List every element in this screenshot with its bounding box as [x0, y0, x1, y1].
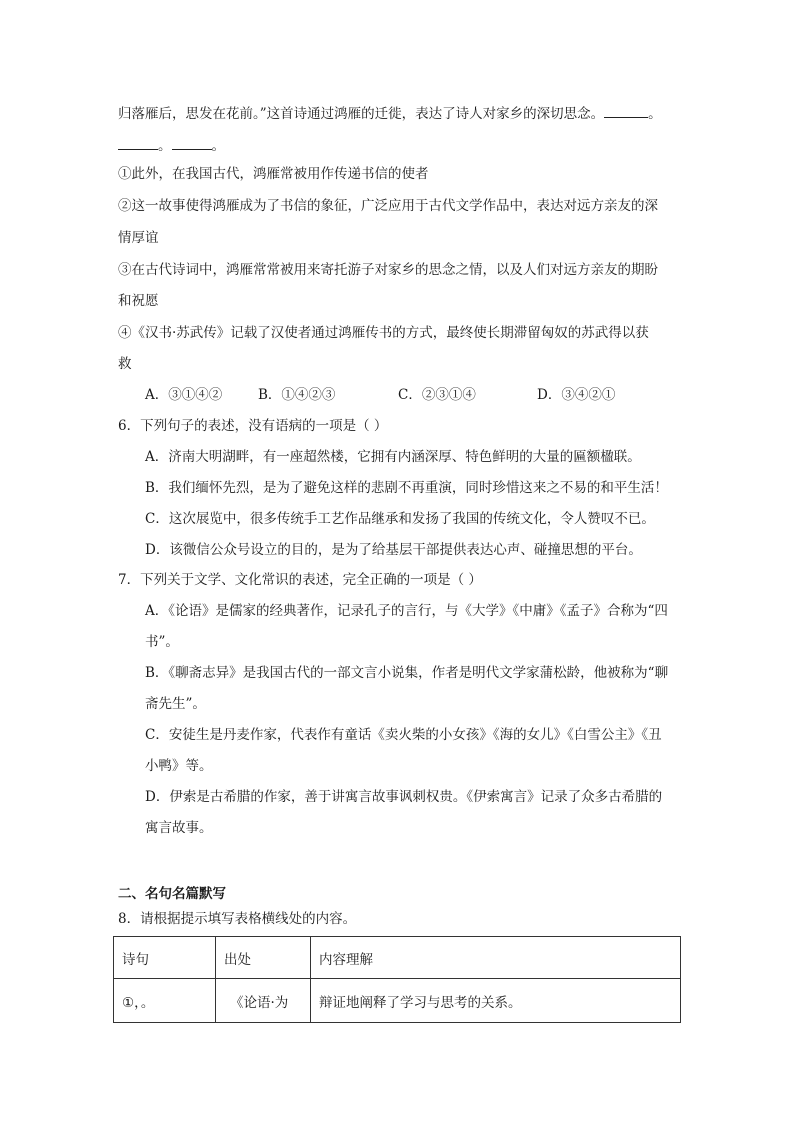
- q5-sentence-2a: ②这一故事使得鸿雁成为了书信的象征，广泛应用于古代文学作品中，表达对远方亲友的深: [118, 198, 658, 214]
- section-2-title: 二、名句名篇默写: [118, 886, 226, 902]
- q6-stem: 6．下列句子的表述，没有语病的一项是（ ）: [118, 418, 388, 434]
- q6-option-a[interactable]: A．济南大明湖畔，有一座超然楼，它拥有内涵深厚、特色鲜明的大量的匾额楹联。: [145, 449, 641, 465]
- q5-option-c[interactable]: C．②③①④: [398, 387, 476, 403]
- q7-option-d-line1[interactable]: D．伊索是古希腊的作家，善于讲寓言故事讽刺权贵。《伊索寓言》记录了众多古希腊的: [145, 789, 663, 805]
- q5-sentence-3a: ③在古代诗词中，鸿雁常常被用来寄托游子对家乡的思念之情，以及人们对远方亲友的期盼: [118, 262, 658, 278]
- q5-sentence-3b: 和祝愿: [118, 293, 159, 309]
- q5-option-d[interactable]: D．③④②①: [537, 387, 616, 403]
- q5-answer-blank-1[interactable]: [604, 103, 648, 118]
- q5-sentence-4b: 救: [118, 356, 132, 372]
- q7-option-d-line2[interactable]: 寓言故事。: [145, 820, 213, 836]
- q7-stem: 7．下列关于文学、文化常识的表述，完全正确的一项是（ ）: [118, 572, 482, 588]
- header-understanding: 内容理解: [311, 937, 681, 979]
- q5-answer-blank-2[interactable]: [118, 135, 158, 150]
- q8-table: [113, 936, 681, 1023]
- q5-answer-blank-3[interactable]: [172, 135, 212, 150]
- q5-stem-line1: [118, 103, 662, 124]
- q5-stem-line2: [118, 135, 225, 156]
- table-header-row: [114, 937, 681, 979]
- q7-option-c-line2[interactable]: 小鸭》等。: [145, 758, 213, 774]
- q7-option-b-line2[interactable]: 斋先生”。: [145, 696, 206, 712]
- q7-option-a-line2[interactable]: 书”。: [145, 634, 179, 650]
- header-poem: 诗句: [114, 937, 216, 979]
- table-row: [114, 979, 681, 1023]
- cell-poem[interactable]: ①，。: [114, 979, 216, 1023]
- q6-option-c[interactable]: C．这次展览中，很多传统手工艺作品继承和发扬了我国的传统文化，令人赞叹不已。: [145, 511, 655, 527]
- q7-option-b-line1[interactable]: B．《聊斋志异》是我国古代的一部文言小说集，作者是明代文学家蒲松龄，他被称为“聊: [145, 665, 669, 681]
- header-source: 出处: [216, 937, 311, 979]
- q6-option-b[interactable]: B．我们缅怀先烈，是为了避免这样的悲剧不再重演，同时珍惜这来之不易的和平生活！: [145, 480, 668, 496]
- q5-option-a[interactable]: A．③①④②: [145, 387, 223, 403]
- q5-sentence-1: ①此外，在我国古代，鸿雁常被用作传递书信的使者: [118, 166, 429, 182]
- q5-stem-end1: 。: [648, 106, 662, 122]
- q7-option-c-line1[interactable]: C．安徒生是丹麦作家，代表作有童话《卖火柴的小女孩》《海的女儿》《白雪公主》《丑: [145, 727, 662, 743]
- q5-stem-sep: 。: [158, 138, 172, 154]
- q5-sentence-2b: 情厚谊: [118, 230, 159, 246]
- q5-stem-text: 归落雁后，思发在花前。”这首诗通过鸿雁的迁徙，表达了诗人对家乡的深切思念。: [118, 106, 605, 122]
- cell-understanding: 辩证地阐释了学习与思考的关系。: [311, 979, 681, 1023]
- cell-source: 《论语·为: [216, 979, 311, 1023]
- q5-stem-end2: 。: [211, 138, 225, 154]
- q7-option-a-line1[interactable]: A．《论语》是儒家的经典著作，记录孔子的言行，与《大学》《中庸》《孟子》合称为“四: [145, 603, 668, 619]
- q5-option-b[interactable]: B．①④②③: [258, 387, 336, 403]
- q8-stem: 8．请根据提示填写表格横线处的内容。: [118, 911, 357, 927]
- q6-option-d[interactable]: D．该微信公众号设立的目的，是为了给基层干部提供表达心声、碰撞思想的平台。: [145, 542, 642, 558]
- q5-sentence-4a: ④《汉书·苏武传》记载了汉使者通过鸿雁传书的方式，最终使长期滞留匈奴的苏武得以获: [118, 325, 649, 341]
